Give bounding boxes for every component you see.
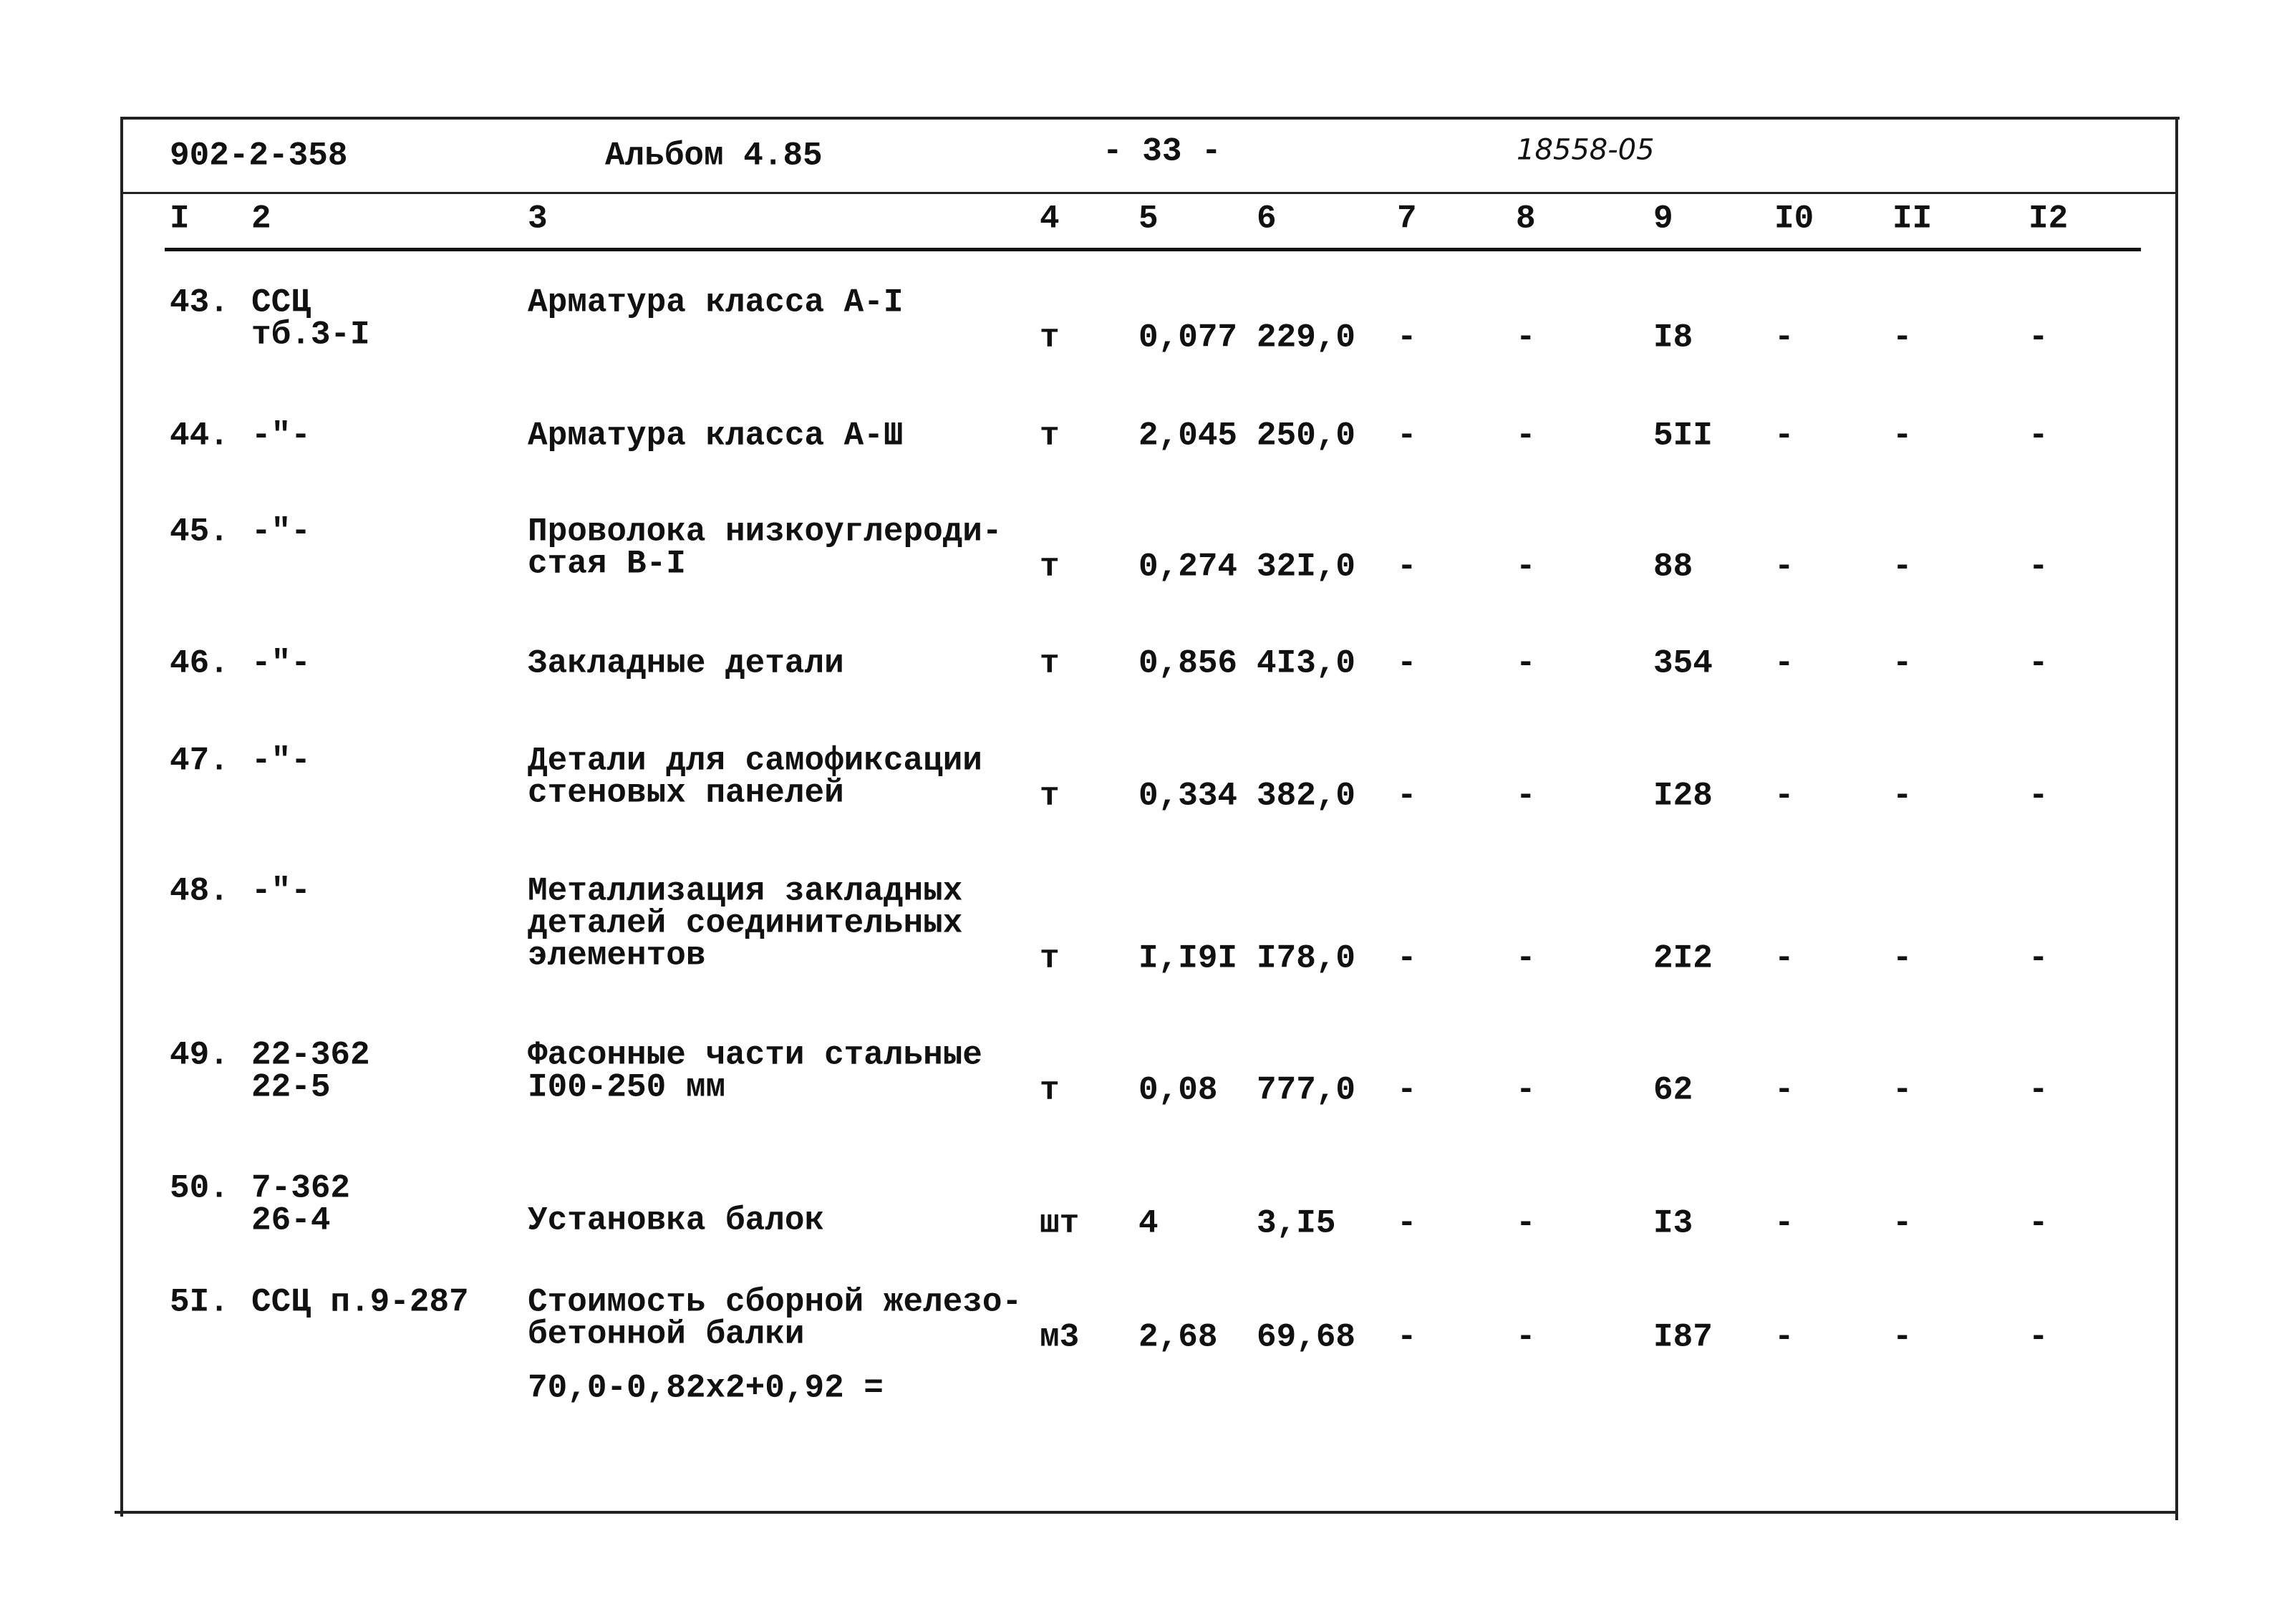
column-header-7: 7	[1397, 200, 1417, 238]
cell-col-10: -	[1774, 777, 1794, 815]
column-header-4: 4	[1040, 200, 1060, 238]
unit: т	[1040, 417, 1060, 455]
cell-col-6: 777,0	[1257, 1071, 1356, 1109]
column-header-6: 6	[1257, 200, 1277, 238]
row-number: 44.	[170, 417, 229, 455]
reference-code: 7-362	[251, 1169, 351, 1207]
cell-col-11: -	[1892, 319, 1913, 357]
unit: т	[1040, 777, 1060, 815]
reference-code: -"-	[251, 742, 311, 780]
reference-code: -"-	[251, 644, 311, 682]
row-number: 48.	[170, 872, 229, 910]
project-code: 902-2-358	[170, 137, 348, 175]
cell-col-9: 62	[1653, 1071, 1693, 1109]
reference-code: ССЦ	[251, 284, 311, 322]
formula: 70,0-0,82х2+0,92 =	[528, 1369, 884, 1407]
description-line: деталей соединительных	[528, 904, 963, 942]
cell-col-5: 0,077	[1138, 319, 1238, 357]
cell-col-8: -	[1516, 1204, 1536, 1242]
column-header-12: I2	[2029, 200, 2069, 238]
description-line: I00-250 мм	[528, 1068, 726, 1106]
unit: т	[1040, 319, 1060, 357]
cell-col-7: -	[1397, 777, 1417, 815]
row-number: 49.	[170, 1036, 229, 1074]
cell-col-6: 4I3,0	[1257, 644, 1356, 682]
reference-code: -"-	[251, 417, 311, 455]
column-header-10: I0	[1774, 200, 1814, 238]
cell-col-6: 3,I5	[1257, 1204, 1336, 1242]
cell-col-12: -	[2029, 1071, 2049, 1109]
cell-col-7: -	[1397, 1318, 1417, 1356]
cell-col-8: -	[1516, 777, 1536, 815]
cell-col-8: -	[1516, 1318, 1536, 1356]
cell-col-12: -	[2029, 417, 2049, 455]
cell-col-5: 0,274	[1138, 548, 1238, 586]
column-header-9: 9	[1653, 200, 1673, 238]
cell-col-5: 4	[1138, 1204, 1159, 1242]
reference-code: 22-5	[251, 1068, 331, 1106]
row-number: 46.	[170, 644, 229, 682]
column-header-5: 5	[1138, 200, 1159, 238]
cell-col-8: -	[1516, 644, 1536, 682]
reference-code: -"-	[251, 513, 311, 551]
reference-code: 26-4	[251, 1202, 331, 1239]
cell-col-8: -	[1516, 939, 1536, 977]
cell-col-12: -	[2029, 1204, 2049, 1242]
cell-col-12: -	[2029, 777, 2049, 815]
description-line: стая В-I	[528, 545, 686, 583]
cell-col-7: -	[1397, 417, 1417, 455]
column-header-divider	[165, 248, 2141, 251]
cell-col-8: -	[1516, 417, 1536, 455]
cell-col-12: -	[2029, 1318, 2049, 1356]
cell-col-5: 2,68	[1138, 1318, 1218, 1356]
description-line: стеновых панелей	[528, 774, 844, 812]
description-line: Фасонные части стальные	[528, 1036, 982, 1074]
reference-code: 22-362	[251, 1036, 370, 1074]
description-line: Детали для самофиксации	[528, 742, 982, 780]
frame-right-border	[2175, 117, 2178, 1520]
header-divider	[123, 192, 2177, 194]
column-header-1: I	[170, 200, 190, 238]
cell-col-7: -	[1397, 1204, 1417, 1242]
cell-col-6: 69,68	[1257, 1318, 1356, 1356]
unit: м3	[1040, 1318, 1080, 1356]
cell-col-11: -	[1892, 417, 1913, 455]
cell-col-7: -	[1397, 939, 1417, 977]
cell-col-5: 0,856	[1138, 644, 1238, 682]
unit: т	[1040, 644, 1060, 682]
description-line: Стоимость сборной железо-	[528, 1283, 1022, 1321]
description-line: элементов	[528, 937, 706, 975]
column-header-2: 2	[251, 200, 271, 238]
column-header-11: II	[1892, 200, 1933, 238]
cell-col-12: -	[2029, 319, 2049, 357]
cell-col-11: -	[1892, 1071, 1913, 1109]
frame-top-border	[120, 117, 2180, 120]
cell-col-10: -	[1774, 644, 1794, 682]
cell-col-7: -	[1397, 644, 1417, 682]
column-header-8: 8	[1516, 200, 1536, 238]
row-number: 50.	[170, 1169, 229, 1207]
cell-col-11: -	[1892, 1318, 1913, 1356]
cell-col-12: -	[2029, 548, 2049, 586]
cell-col-9: I28	[1653, 777, 1713, 815]
frame-left-border	[120, 117, 123, 1517]
description-line: Арматура класса А-I	[528, 284, 904, 322]
page-number: - 33 -	[1103, 132, 1222, 170]
cell-col-8: -	[1516, 1071, 1536, 1109]
cell-col-6: 250,0	[1257, 417, 1356, 455]
handwritten-number: 18558-05	[1517, 133, 1655, 167]
cell-col-10: -	[1774, 939, 1794, 977]
cell-col-10: -	[1774, 1204, 1794, 1242]
unit: т	[1040, 548, 1060, 586]
cell-col-5: 0,08	[1138, 1071, 1218, 1109]
cell-col-10: -	[1774, 1318, 1794, 1356]
cell-col-11: -	[1892, 1204, 1913, 1242]
cell-col-10: -	[1774, 417, 1794, 455]
cell-col-7: -	[1397, 319, 1417, 357]
reference-code: ССЦ п.9-287	[251, 1283, 469, 1321]
row-number: 43.	[170, 284, 229, 322]
cell-col-5: 2,045	[1138, 417, 1238, 455]
description-line: Закладные детали	[528, 644, 844, 682]
cell-col-6: 382,0	[1257, 777, 1356, 815]
cell-col-11: -	[1892, 548, 1913, 586]
reference-code: тб.3-I	[251, 316, 370, 354]
description-line: Металлизация закладных	[528, 872, 963, 910]
unit: шт	[1040, 1204, 1080, 1242]
cell-col-5: I,I9I	[1138, 939, 1238, 977]
cell-col-11: -	[1892, 777, 1913, 815]
unit: т	[1040, 939, 1060, 977]
cell-col-9: 5II	[1653, 417, 1713, 455]
cell-col-9: I8	[1653, 319, 1693, 357]
unit: т	[1040, 1071, 1060, 1109]
cell-col-8: -	[1516, 548, 1536, 586]
column-header-3: 3	[528, 200, 548, 238]
description-line: Установка балок	[528, 1202, 825, 1239]
row-number: 47.	[170, 742, 229, 780]
cell-col-9: 354	[1653, 644, 1713, 682]
row-number: 45.	[170, 513, 229, 551]
cell-col-6: 32I,0	[1257, 548, 1356, 586]
cell-col-7: -	[1397, 548, 1417, 586]
description-line: бетонной балки	[528, 1315, 805, 1353]
cell-col-8: -	[1516, 319, 1536, 357]
cell-col-11: -	[1892, 939, 1913, 977]
cell-col-9: I3	[1653, 1204, 1693, 1242]
description-line: Проволока низкоуглероди-	[528, 513, 1002, 551]
album-label: Альбом 4.85	[605, 137, 823, 175]
cell-col-10: -	[1774, 1071, 1794, 1109]
cell-col-7: -	[1397, 1071, 1417, 1109]
cell-col-9: I87	[1653, 1318, 1713, 1356]
cell-col-6: I78,0	[1257, 939, 1356, 977]
reference-code: -"-	[251, 872, 311, 910]
row-number: 5I.	[170, 1283, 229, 1321]
description-line: Арматура класса А-Ш	[528, 417, 904, 455]
cell-col-11: -	[1892, 644, 1913, 682]
cell-col-12: -	[2029, 644, 2049, 682]
cell-col-6: 229,0	[1257, 319, 1356, 357]
cell-col-12: -	[2029, 939, 2049, 977]
cell-col-10: -	[1774, 548, 1794, 586]
cell-col-9: 2I2	[1653, 939, 1713, 977]
cell-col-10: -	[1774, 319, 1794, 357]
cell-col-5: 0,334	[1138, 777, 1238, 815]
frame-bottom-border	[115, 1511, 2178, 1514]
cell-col-9: 88	[1653, 548, 1693, 586]
